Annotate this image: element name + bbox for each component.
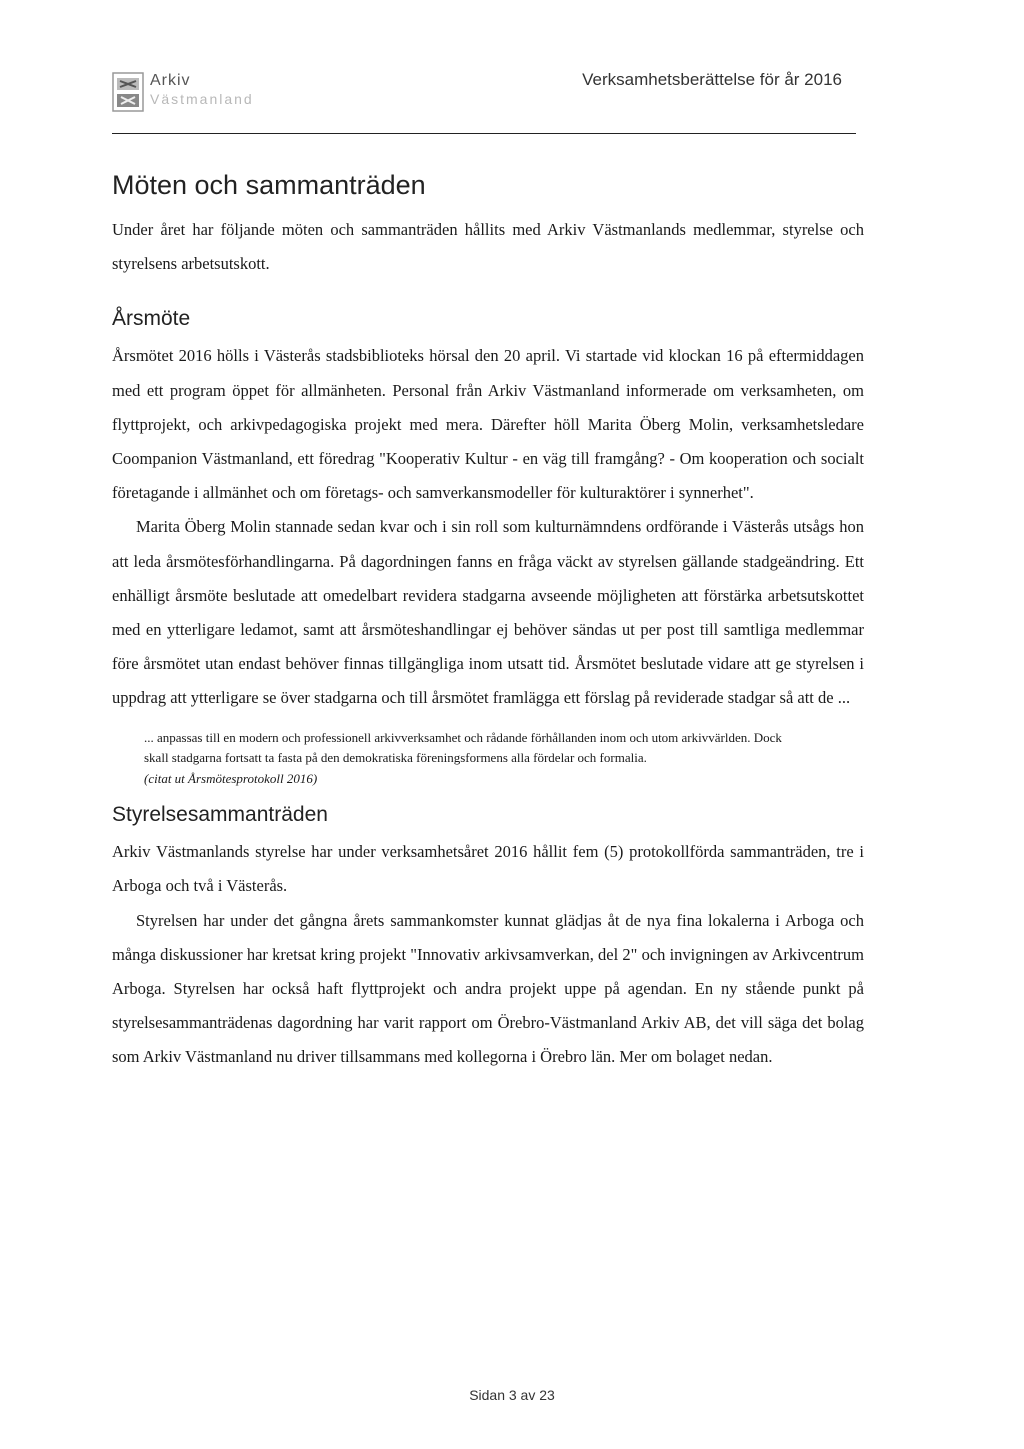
arkiv-vastmanland-logo	[112, 70, 254, 114]
quote-text: ... anpassas till en modern och professionell arkivverksamhet och rådande förhållanden inom och utom arkivvärlden. Dock skall stadgarna fortsatt ta fasta på den demokratiska föreningsformens alla fördelar och formalia.	[144, 729, 782, 766]
styrelse-heading: Styrelsesammanträden	[112, 803, 328, 827]
section-intro: Under året har följande möten och sammanträden hållits med Arkiv Västmanlands medlemmar, styrelse och styrelsens arbetsutskott.	[112, 220, 864, 274]
header-divider	[112, 133, 856, 134]
logo-line-2: Västmanland	[150, 91, 254, 107]
styrelse-paragraph-2: Styrelsen har under det gångna årets sammankomster kunnat glädjas åt de nya fina lokalerna i Arboga och många diskussioner har kretsat kring projekt "Innovativ arkivsamverkan, del 2" och invigningen av Arkivcentrum Arboga. Styrelsen har också haft flyttprojekt och andra projekt uppe på agendan. En ny stående punkt på styrelsesammanträdenas dagordning har varit rapport om Örebro-Västmanland Arkiv AB, det vill säga det bolag som Arkiv Västmanland nu driver tillsammans med kollegorna i Örebro län. Mer om bolaget nedan.	[112, 910, 864, 1067]
page-header	[0, 0, 1024, 140]
page-number: Sidan 3 av 23	[469, 1387, 555, 1403]
arsmote-quote	[144, 728, 804, 790]
arsmote-paragraph-1: Årsmötet 2016 hölls i Västerås stadsbiblioteks hörsal den 20 april. Vi startade vid klockan 16 på eftermiddagen med ett program öppet för allmänheten. Personal från Arkiv Västmanland informerade om verksamheten, om flyttprojekt, och arkivpedagogiska projekt med mera. Därefter höll Marita Öberg Molin, verksamhetsledare Coompanion Västmanland, ett föredrag "Kooperativ Kultur - en väg till framgång? - Om kooperation och socialt företagande i allmänhet och om företags- och samverkansmodeller för kulturaktörer i synnerhet".	[112, 346, 864, 503]
logo-emblem-icon	[112, 70, 146, 114]
page-content	[112, 150, 864, 1075]
styrelse-paragraph-1: Arkiv Västmanlands styrelse har under verksamhetsåret 2016 hållit fem (5) protokollförda sammanträden, tre i Arboga och två i Västerås.	[112, 842, 864, 896]
logo-line-1: Arkiv	[150, 72, 191, 89]
arsmote-heading: Årsmöte	[112, 307, 191, 331]
document-title: Verksamhetsberättelse för år 2016	[582, 70, 842, 89]
quote-citation: (citat ut Årsmötesprotokoll 2016)	[144, 770, 318, 786]
section-title: Möten och sammanträden	[112, 170, 426, 200]
arsmote-paragraph-2: Marita Öberg Molin stannade sedan kvar och i sin roll som kulturnämndens ordförande i Västerås utsågs hon att leda årsmötesförhandlingarna. På dagordningen fanns en fråga väckt av styrelsen gällande stadgeändring. Ett enhälligt årsmöte beslutade att omedelbart revidera stadgarna avseende möjligheten att förstärka arbetsutskottet med en ytterligare ledamot, samt att årsmöteshandlingar ej behöver sändas ut per post till samtliga medlemmar före årsmötet utan endast behöver finnas tillgängliga inom utsatt tid. Årsmötet beslutade vidare att ge styrelsen i uppdrag att ytterligare se över stadgarna och till årsmötet framlägga ett förslag på reviderade stadgar så att de ...	[112, 517, 864, 708]
logo-text	[150, 70, 254, 108]
